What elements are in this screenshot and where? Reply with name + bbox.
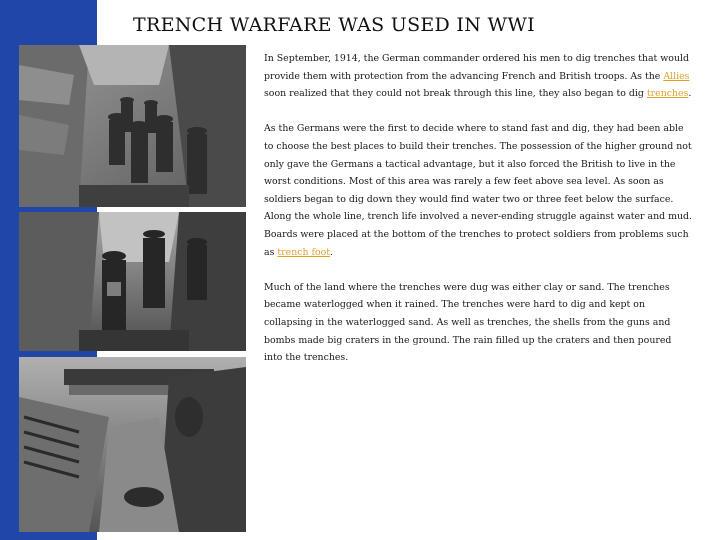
trench-foot-link[interactable]: trench foot	[277, 246, 331, 258]
paragraph-higher-ground	[264, 120, 692, 261]
soldiers-walking-in-trench-photo	[19, 45, 246, 207]
paragraph-text: .	[330, 246, 334, 258]
trenches-link[interactable]: trenches	[646, 88, 689, 100]
paragraph-german-trenches	[264, 50, 692, 103]
paragraph-text: .	[688, 88, 692, 100]
slide-title: TRENCH WARFARE WAS USED IN WWI	[133, 14, 535, 36]
paragraph-text: As the Germans were the first to decide where to stand fast and dig, they had been able to choose the best places to build their trenches. The possession of the higher ground not only gave the Germans a tactical advantage, but it also forced the British to live in the worst conditions. Most of this area was rarely a few feet above sea level. As soon as soldiers began to dig down they would find water two or three feet below the surface. Along the whole line, trench life involved a never-ending struggle against water and mud. Boards were placed at the bottom of the trenches to protect soldiers from problems such as	[264, 123, 693, 258]
body-text	[264, 50, 692, 384]
paragraph-clay-sand: Much of the land where the trenches were dug was either clay or sand. The trenches became waterlogged when it rained. The trenches were hard to dig and kept on collapsing in the waterlogged sand. As well as trenches, the shells from the guns and bombs made big craters in the ground. The rain filled up the craters and then poured into the trenches.	[264, 281, 672, 364]
paragraph-text: soon realized that they could not break through this line, they also began to dig	[264, 88, 647, 100]
allies-link[interactable]: Allies	[663, 70, 690, 82]
soldiers-in-muddy-trench-photo	[19, 212, 246, 351]
paragraph-text: In September, 1914, the German commander ordered his men to dig trenches that would provide them with protection from the advancing French and British troops. As the	[264, 53, 689, 82]
wrecked-trench-with-bunker-photo	[19, 357, 246, 532]
